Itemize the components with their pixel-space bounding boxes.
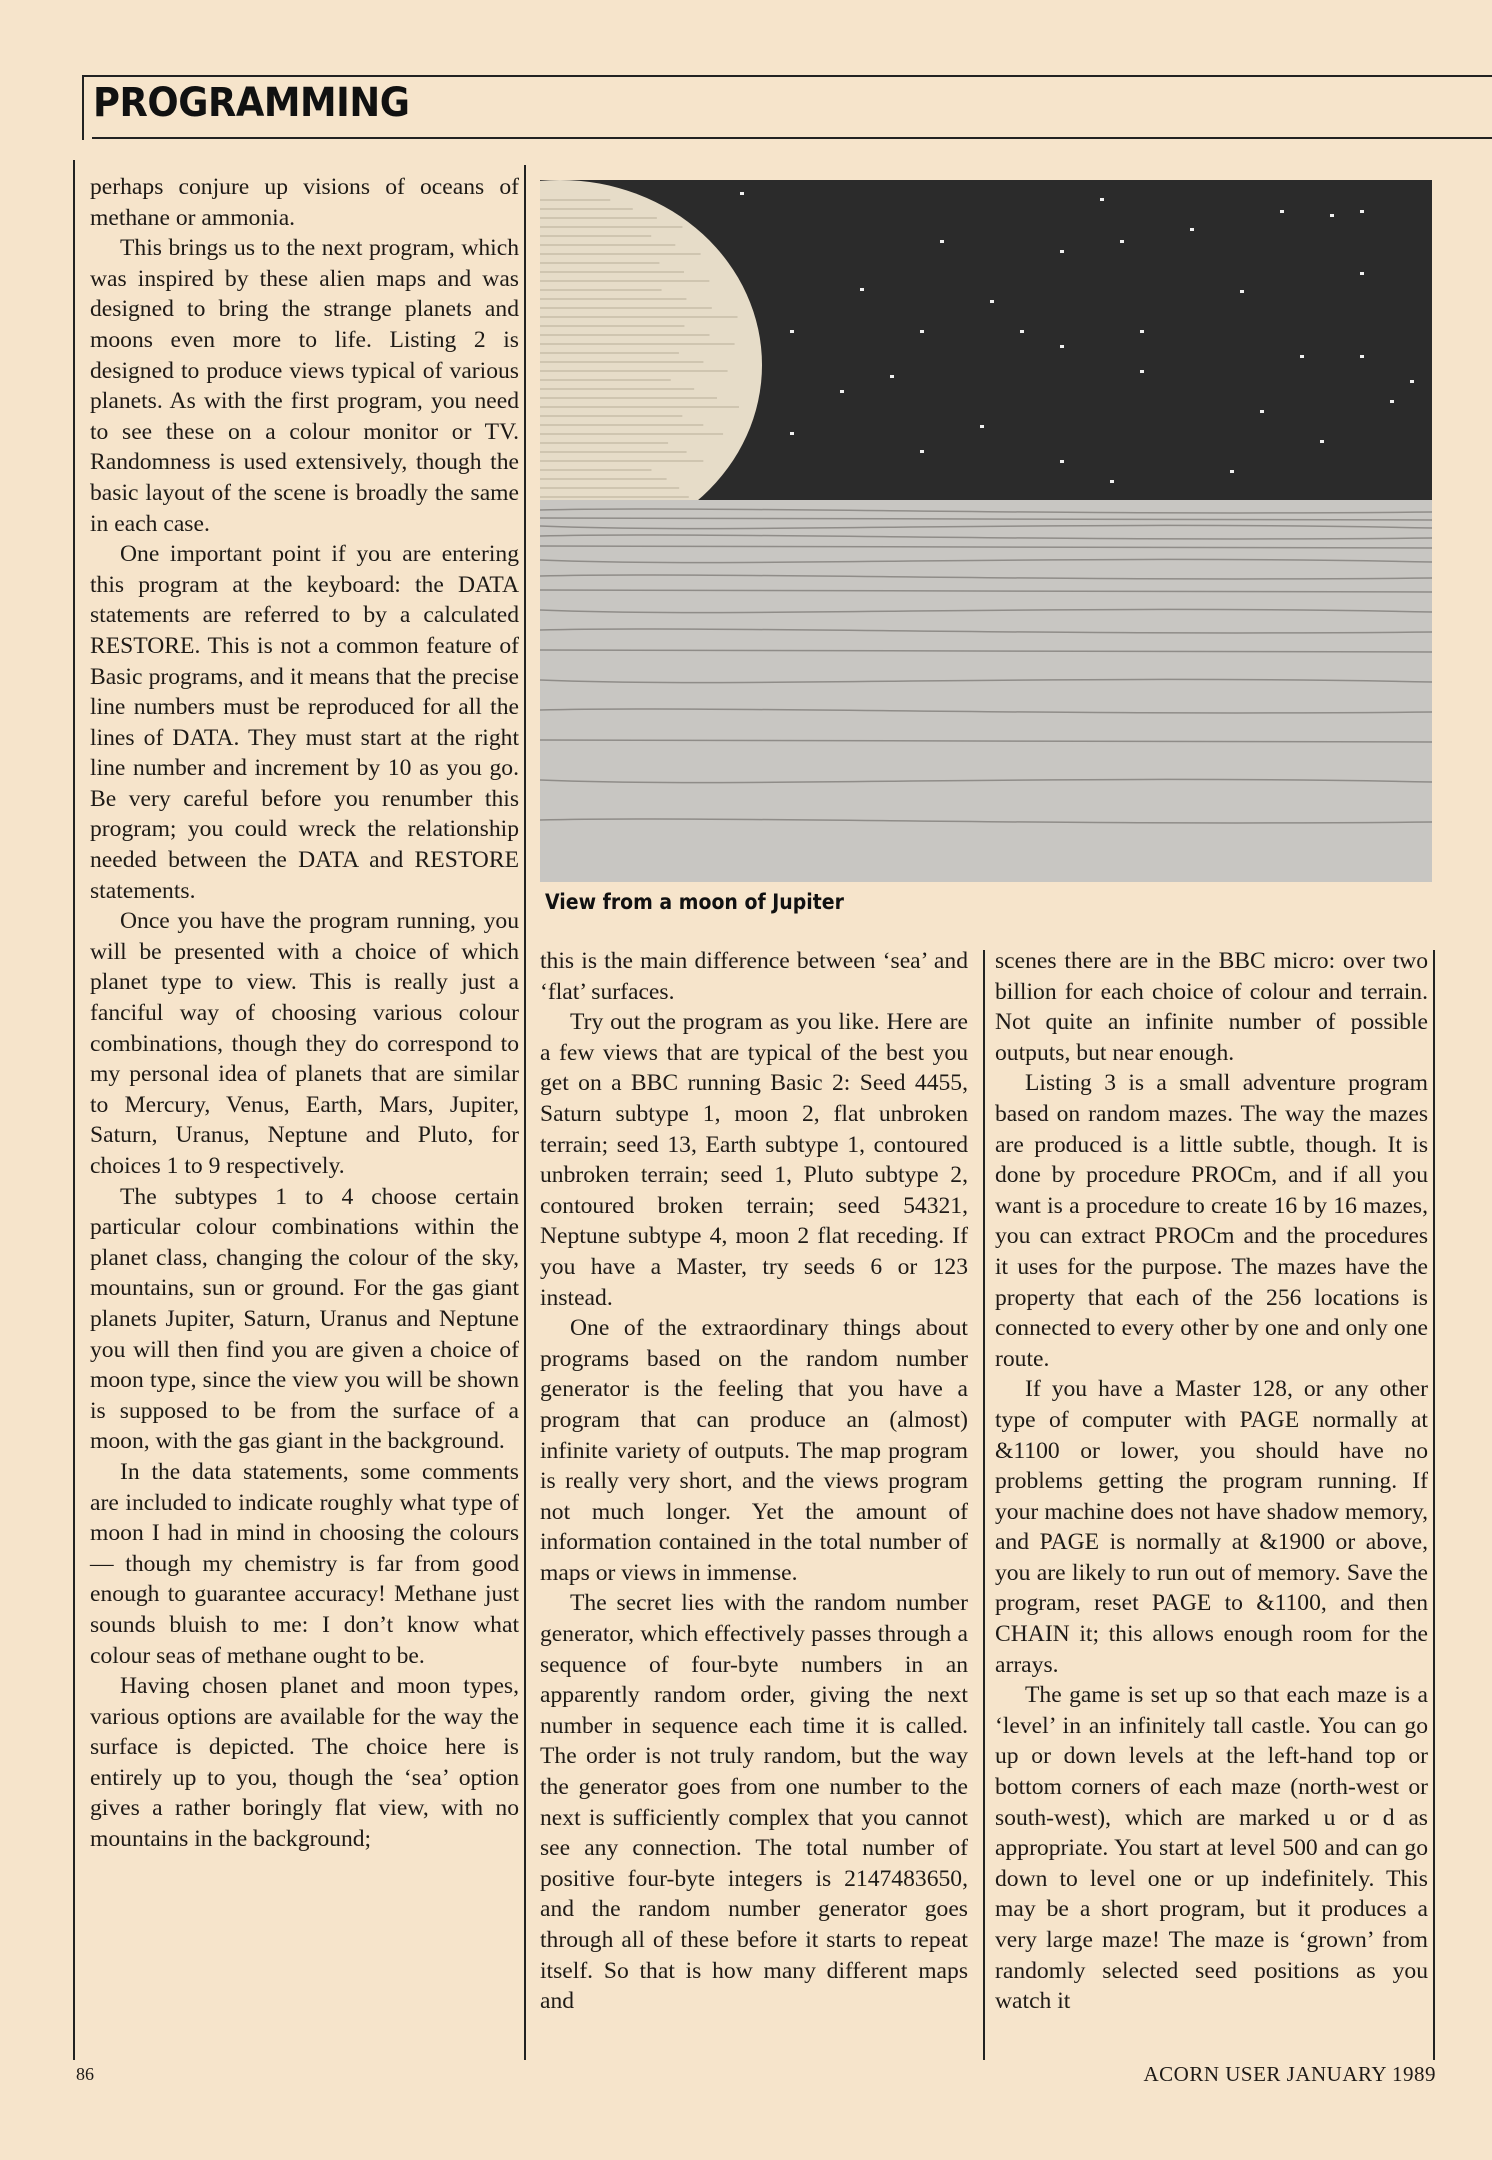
column-rule-left	[73, 160, 75, 2060]
header-bottom-rule	[92, 137, 1492, 139]
text-column-middle	[540, 946, 968, 2017]
paragraph: Listing 3 is a small adventure program based on random mazes. The way the mazes are produced is a little subtle, though. It is done by procedure PROCm, and if all you want is a procedure to create 16 by 16 mazes, you can extract PROCm and the procedures it uses for the purpose. The mazes have the property that each of the 256 locations is connected to every other by one and only one route.	[995, 1070, 1428, 1372]
paragraph: One of the extraordinary things about programs based on the random number generator is the feeling that you have a program that can produce an (almost) infinite variety of outputs. The map program is really very short, and the views program not much longer. Yet the amount of information contained in the total number of maps or views in immense.	[540, 1315, 968, 1586]
section-title: PROGRAMMING	[93, 80, 410, 126]
figure-caption: View from a moon of Jupiter	[545, 890, 844, 914]
paragraph: This brings us to the next program, which was inspired by these alien maps and was designed to bring the strange planets and moons even more to life. Listing 2 is designed to produce views typical of various planets. As with the first program, you need to see these on a colour monitor or TV. Randomness is used extensively, though the basic layout of the scene is broadly the same in each case.	[90, 235, 519, 537]
paragraph: Once you have the program running, you will be presented with a choice of which planet type to view. This is really just a fanciful way of choosing various colour combinations, though they do correspond to my personal idea of planets that are similar to Mercury, Venus, Earth, Mars, Jupiter, Saturn, Uranus, Neptune and Pluto, for choices 1 to 9 respectively.	[90, 908, 519, 1179]
paragraph: In the data statements, some comments are included to indicate roughly what type of moon I had in mind in choosing the colours — though my chemistry is far from good enough to guarantee accuracy! Methane just sounds bluish to me: I don’t know what colour seas of methane ought to be.	[90, 1458, 519, 1669]
paragraph: The secret lies with the random number generator, which effectively passes through a sequence of four-byte numbers in an apparently random order, giving the next number in sequence each time it is called. The order is not truly random, but the way the generator goes from one number to the next is sufficiently complex that you cannot see any connection. The total number of positive four-byte integers is 2147483650, and the random number generator goes through all of these before it starts to repeat itself. So that is how many different maps and	[540, 1590, 968, 2015]
scene-graphic	[540, 180, 1432, 882]
paragraph: Try out the program as you like. Here are a few views that are typical of the best you get on a BBC running Basic 2: Seed 4455, Saturn subtype 1, moon 2, flat unbroken terrain; seed 13, Earth subtype 1, contoured unbroken terrain; seed 1, Pluto subtype 2, contoured broken terrain; seed 54321, Neptune subtype 4, moon 2 flat receding. If you have a Master, try seeds 6 or 123 instead.	[540, 1009, 968, 1311]
paragraph: The game is set up so that each maze is a ‘level’ in an infinitely tall castle. You can go up or down levels at the left-hand top or bottom corners of each maze (north-west or south-west), which are marked u or d as appropriate. You start at level 500 and can go down to level one or up indefinitely. This may be a short program, but it produces a very large maze! The maze is ‘grown’ from randomly selected seed positions as you watch it	[995, 1682, 1428, 2015]
paragraph: One important point if you are entering this program at the keyboard: the DATA statements are referred to by a calculated RESTORE. This is not a common feature of Basic programs, and it means that the precise line numbers must be reproduced for all the lines of DATA. They must start at the right line number and increment by 10 as you go. Be very careful before you renumber this program; you could wreck the relationship needed between the DATA and RESTORE statements.	[90, 541, 519, 904]
paragraph: The subtypes 1 to 4 choose certain particular colour combinations within the planet class, changing the colour of the sky, mountains, sun or ground. For the gas giant planets Jupiter, Saturn, Uranus and Neptune you will then find you are given a choice of moon type, since the view you will be shown is supposed to be from the surface of a moon, with the gas giant in the background.	[90, 1183, 519, 1455]
column-rule-middle	[524, 165, 526, 2060]
column-rule-right	[1433, 950, 1435, 2060]
paragraph: Having chosen planet and moon types, various options are available for the way the surface is depicted. The choice here is entirely up to you, though the ‘sea’ option gives a rather boringly flat view, with no mountains in the background;	[90, 1673, 519, 1853]
paragraph: this is the main difference between ‘sea’ and ‘flat’ surfaces.	[540, 948, 968, 1005]
paragraph: scenes there are in the BBC micro: over two billion for each choice of colour and terrain. Not quite an infinite number of possible outputs, but near enough.	[995, 948, 1428, 1066]
column-rule-lower	[983, 950, 985, 2060]
text-column-right	[995, 946, 1428, 2017]
header-top-rule	[82, 75, 1492, 77]
moon-surface	[540, 500, 1432, 882]
paragraph: perhaps conjure up visions of oceans of methane or ammonia.	[90, 174, 519, 231]
header-left-rule	[82, 75, 84, 140]
text-column-left	[90, 172, 519, 1855]
page-number: 86	[76, 2064, 94, 2084]
planet-view-image	[540, 180, 1432, 882]
paragraph: If you have a Master 128, or any other type of computer with PAGE normally at &1100 or lower, you should have no problems getting the program running. If your machine does not have shadow memory, and PAGE is normally at &1900 or above, you are likely to run out of memory. Save the program, reset PAGE to &1100, and then CHAIN it; this allows enough room for the arrays.	[995, 1376, 1428, 1678]
publication-footer: ACORN USER JANUARY 1989	[1143, 2062, 1436, 2086]
